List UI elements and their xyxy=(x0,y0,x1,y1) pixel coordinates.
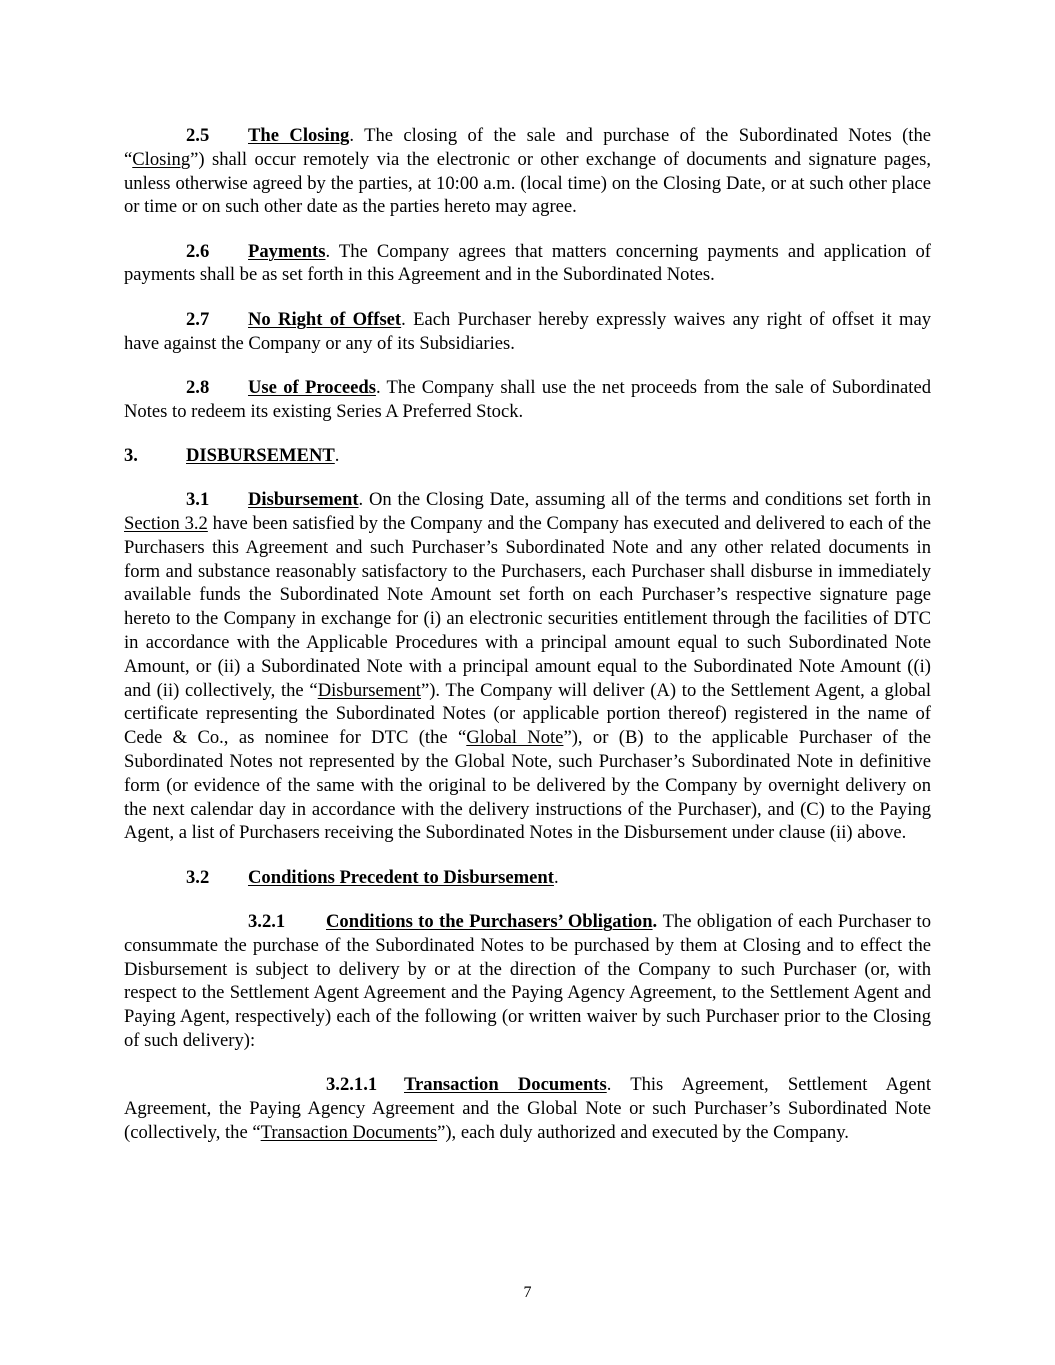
section-reference-link[interactable]: Section 3.2 xyxy=(124,513,208,535)
defined-term: Global Note xyxy=(466,727,564,749)
section-2-7 xyxy=(124,308,931,356)
section-number: 2.7 xyxy=(186,308,210,330)
section-text: ”). The Company will deliver (A) to the Settlement Agent, a global certificate representing the Subordinated Notes (or applicable portion thereof) registered in the name of Cede & Co., as nominee for DTC (the “ xyxy=(124,679,931,749)
section-text: ”), each duly authorized and executed by the Company. xyxy=(437,1121,849,1143)
section-heading: Conditions to the Purchasers’ Obligation xyxy=(326,911,653,933)
section-3-2-1-1 xyxy=(124,1073,931,1144)
section-number: 3. xyxy=(124,444,138,466)
section-text: . On the Closing Date, assuming all of the terms and conditions set forth in xyxy=(358,489,931,511)
section-number: 2.5 xyxy=(186,125,210,146)
section-3-1 xyxy=(124,488,931,845)
section-heading: DISBURSEMENT xyxy=(186,444,335,466)
defined-term: Disbursement xyxy=(317,679,421,701)
section-text: . xyxy=(334,444,340,466)
defined-term: Transaction Documents xyxy=(260,1121,438,1143)
section-number: 3.1 xyxy=(186,489,210,511)
document-page xyxy=(124,124,931,1165)
section-heading: Conditions Precedent to Disbursement xyxy=(248,866,554,888)
section-text: have been satisfied by the Company and the Company has executed and delivered to each of the Purchasers this Agreement and such Purchaser’s Subordinated Note and any other related documents in form and substance reasonably satisfactory to the Purchasers, each Purchaser shall disburse in immediately available funds the Subordinated Note Amount set forth on each Purchaser’s respective signature page hereto to the Company in exchange for (i) an electronic securities entitlement through the facilities of DTC in accordance with the Applicable Procedures with a principal amount equal to such Subordinated Note Amount, or (ii) a Subordinated Note with a principal amount equal to the Subordinated Note Amount ((i) and (ii) collectively, the “ xyxy=(124,513,931,701)
section-text: . The Company agrees that matters concerning payments and application of payments shall be as set forth in this Agreement and in the Subordinated Notes. xyxy=(124,240,931,286)
section-number: 3.2.1 xyxy=(248,911,286,933)
section-2-8 xyxy=(124,376,931,424)
page-number: 7 xyxy=(523,1284,532,1301)
section-text: . The Company shall use the net proceeds from the sale of Subordinated Notes to redeem its existing Series A Preferred Stock. xyxy=(124,376,932,422)
section-heading: The Closing xyxy=(248,125,350,146)
section-3-2-1 xyxy=(124,910,931,1053)
section-number: 2.8 xyxy=(186,376,210,398)
section-number: 3.2 xyxy=(186,866,210,888)
section-heading: Payments xyxy=(248,240,326,262)
section-heading: Disbursement xyxy=(248,489,359,511)
section-text: The obligation of each Purchaser to consummate the purchase of the Subordinated Notes to be purchased by them at Closing and to effect the Disbursement is subject to delivery by or at the direction of the Company to such Purchaser (or, with respect to the Settlement Agent Agreement and the Paying Agency Agreement, to the Settlement Agent and Paying Agent, respectively) each of the following (or written waiver by such Purchaser prior to the Closing of such delivery): xyxy=(124,911,931,1051)
section-text: ”), or (B) to the applicable Purchaser of the Subordinated Notes not represented by the Global Note, such Purchaser’s Subordinated Note in definitive form (or evidence of the same with the original to be delivered by the Company by overnight delivery on the next calendar day in accordance with the delivery instructions of the Purchaser), and (C) to the Paying Agent, a list of Purchasers receiving the Subordinated Notes in the Disbursement under clause (ii) above. xyxy=(124,727,931,844)
section-3-2 xyxy=(124,866,931,890)
section-heading: No Right of Offset xyxy=(248,308,402,330)
section-text: . The closing of the sale and purchase of the Subordinated Notes (the “ xyxy=(124,125,932,170)
section-text: . Each Purchaser hereby expressly waives any right of offset it may have against the Company or any of its Subsidiaries. xyxy=(124,308,932,354)
section-text: . This Agreement, Settlement Agent Agreement, the Paying Agency Agreement and the Global Note or such Purchaser’s Subordinated Note (collectively, the “ xyxy=(124,1074,932,1143)
defined-term: Closing xyxy=(132,148,191,170)
section-punct: . xyxy=(652,911,663,933)
section-heading: Use of Proceeds xyxy=(248,376,376,398)
section-text: . xyxy=(553,866,559,888)
section-number: 2.6 xyxy=(186,240,210,262)
section-2-5 xyxy=(124,124,931,219)
section-2-6 xyxy=(124,240,931,288)
section-heading: Transaction Documents xyxy=(404,1074,607,1096)
section-number: 3.2.1.1 xyxy=(326,1074,378,1096)
section-3 xyxy=(124,444,931,468)
section-text: ”) shall occur remotely via the electronic or other exchange of documents and signature pages, unless otherwise agreed by the parties, at 10:00 a.m. (local time) on the Closing Date, or at such other place or time or on such other date as the parties hereto may agree. xyxy=(124,148,931,218)
